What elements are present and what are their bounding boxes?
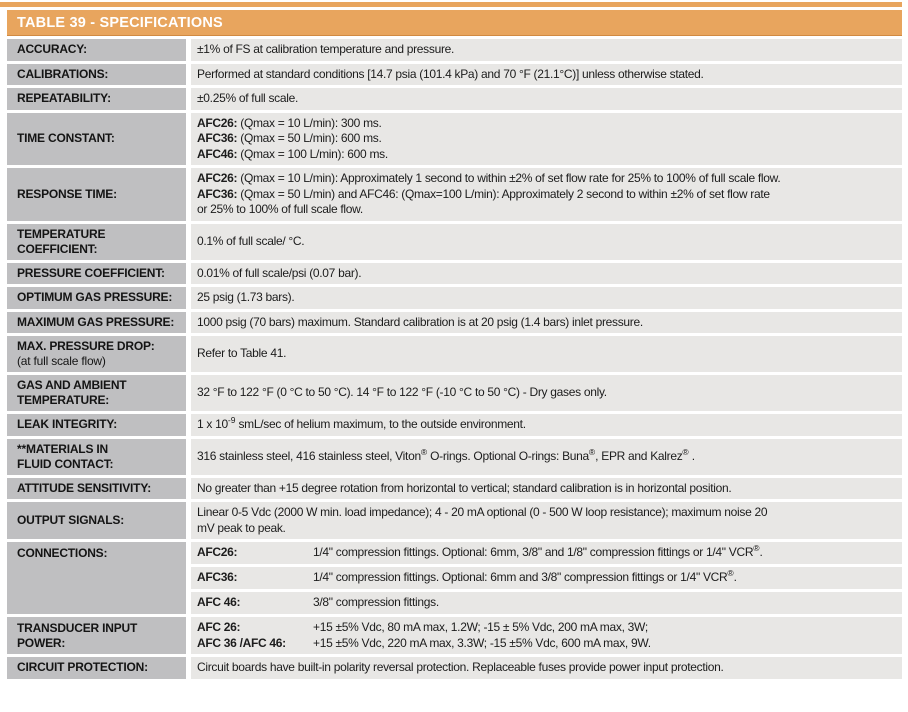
value-line: No greater than +15 degree rotation from horizontal to vertical; standard calibration is in horizontal position. — [197, 480, 732, 495]
spec-row — [7, 657, 902, 679]
row-value — [191, 439, 902, 475]
value-line: 1 x $10^{-9}$ smL/sec of helium maximum, to the outside environment. — [197, 415, 526, 431]
value-line: ±0.25% of full scale. — [197, 91, 299, 105]
spec-row — [7, 287, 902, 309]
value-line: 25 psig (1.73 bars). — [197, 290, 295, 304]
value-line: 32 °F to 122 °F (0 °C to 50 °C). 14 °F to 122 °F (-10 °C to 50 °C) - Dry gases only. — [197, 385, 607, 400]
row-value — [191, 287, 902, 309]
row-value — [191, 168, 902, 221]
model-name: AFC 46: — [197, 595, 241, 610]
spec-row — [7, 224, 902, 260]
model-name: AFC 36 /AFC 46: — [197, 635, 286, 650]
model-spec-line — [197, 620, 894, 636]
spec-row — [7, 168, 902, 221]
value-line: Circuit boards have built-in polarity reversal protection. Replaceable fuses provide power input protection. — [197, 660, 724, 674]
row-label: TRANSDUCER INPUT POWER: — [7, 617, 186, 654]
model-spec: +15 ±5% Vdc, 220 mA max, 3.3W; -15 ±5% Vdc, 600 mA max, 9W. — [313, 635, 651, 650]
row-subvalue — [191, 542, 902, 564]
model-name: AFC26: — [197, 545, 238, 560]
value-line: ±1% of FS at calibration temperature and pressure. — [197, 42, 455, 56]
row-value — [191, 113, 902, 166]
row-label: **MATERIALS IN FLUID CONTACT: — [7, 439, 186, 475]
row-label: OPTIMUM GAS PRESSURE: — [7, 287, 186, 309]
row-label: GAS AND AMBIENT TEMPERATURE: — [7, 375, 186, 411]
row-label: MAXIMUM GAS PRESSURE: — [7, 312, 186, 334]
model-spec: 1/4" compression fittings. Optional: 6mm and 3/8" compression fittings or 1/4" VCR®. — [313, 568, 737, 585]
row-label: MAX. PRESSURE DROP: (at full scale flow) — [7, 336, 186, 372]
model-spec: +15 ±5% Vdc, 80 mA max, 1.2W; -15 ± 5% Vdc, 200 mA max, 3W; — [313, 620, 648, 634]
value-line: AFC26: (Qmax = 10 L/min): 300 ms. — [197, 115, 382, 130]
row-value — [191, 478, 902, 500]
row-subvalue — [191, 567, 902, 589]
row-value-group — [191, 542, 902, 614]
row-label: TIME CONSTANT: — [7, 113, 186, 166]
row-label: ATTITUDE SENSITIVITY: — [7, 478, 186, 500]
row-value — [191, 336, 902, 372]
model-spec: 1/4" compression fittings. Optional: 6mm, 3/8" and 1/8" compression fittings or 1/4" VCR®. — [313, 543, 763, 560]
spec-row — [7, 312, 902, 334]
value-line: AFC46: (Qmax = 100 L/min): 600 ms. — [197, 146, 388, 161]
row-value — [191, 312, 902, 334]
spec-row — [7, 263, 902, 285]
row-value — [191, 64, 902, 86]
row-label: PRESSURE COEFFICIENT: — [7, 263, 186, 285]
row-label: OUTPUT SIGNALS: — [7, 502, 186, 539]
value-line: or 25% to 100% of full scale flow. — [197, 202, 363, 216]
row-value — [191, 224, 902, 260]
row-label: CIRCUIT PROTECTION: — [7, 657, 186, 679]
model-spec: 3/8" compression fittings. — [313, 595, 439, 610]
value-line: Refer to Table 41. — [197, 346, 287, 361]
value-line: AFC26: (Qmax = 10 L/min): Approximately 1 second to within ±2% of set flow rate for 25% to 100% of full scale flow. — [197, 171, 781, 185]
row-value — [191, 375, 902, 411]
row-subvalue — [191, 592, 902, 614]
model-name: AFC 26: — [197, 620, 241, 634]
top-border-strip — [0, 2, 902, 7]
table-title: TABLE 39 - SPECIFICATIONS — [17, 14, 223, 31]
row-label: RESPONSE TIME: — [7, 168, 186, 221]
row-value — [191, 657, 902, 679]
row-value — [191, 414, 902, 436]
specifications-table — [7, 39, 902, 679]
row-value — [191, 263, 902, 285]
spec-row — [7, 542, 902, 614]
row-label: ACCURACY: — [7, 39, 186, 61]
row-value — [191, 617, 902, 654]
spec-row — [7, 39, 902, 61]
row-value — [191, 88, 902, 110]
spec-row — [7, 375, 902, 411]
spec-row — [7, 478, 902, 500]
value-line: mV peak to peak. — [197, 520, 286, 535]
row-value — [191, 39, 902, 61]
value-line: 316 stainless steel, 416 stainless steel, Viton® O-rings. Optional O-rings: Buna®, EPR and Kalrez® . — [197, 446, 695, 463]
value-line: Linear 0-5 Vdc (2000 W min. load impedance); 4 - 20 mA optional (0 - 500 W loop resistance); maximum noise 20 — [197, 505, 768, 519]
table-header-bar — [7, 10, 902, 36]
row-label: CALIBRATIONS: — [7, 64, 186, 86]
row-label: LEAK INTEGRITY: — [7, 414, 186, 436]
spec-row — [7, 414, 902, 436]
value-line: 0.01% of full scale/psi (0.07 bar). — [197, 265, 362, 280]
spec-row — [7, 336, 902, 372]
model-name: AFC36: — [197, 570, 238, 585]
spec-row — [7, 64, 902, 86]
row-label: REPEATABILITY: — [7, 88, 186, 110]
spec-row — [7, 439, 902, 475]
spec-row — [7, 88, 902, 110]
row-label: TEMPERATURE COEFFICIENT: — [7, 224, 186, 260]
row-value — [191, 502, 902, 539]
model-spec-line — [197, 636, 894, 652]
spec-row — [7, 502, 902, 539]
row-label: CONNECTIONS: — [7, 542, 186, 614]
value-line: AFC36: (Qmax = 50 L/min) and AFC46: (Qmax=100 L/min): Approximately 2 second to within ±2% of set flow rate — [197, 186, 770, 201]
value-line: 0.1% of full scale/ °C. — [197, 233, 305, 248]
value-line: AFC36: (Qmax = 50 L/min): 600 ms. — [197, 131, 382, 145]
value-line: 1000 psig (70 bars) maximum. Standard calibration is at 20 psig (1.4 bars) inlet pressure. — [197, 314, 643, 329]
spec-row — [7, 113, 902, 166]
spec-row — [7, 617, 902, 654]
value-line: Performed at standard conditions [14.7 psia (101.4 kPa) and 70 °F (21.1°C)] unless otherwise stated. — [197, 66, 704, 81]
